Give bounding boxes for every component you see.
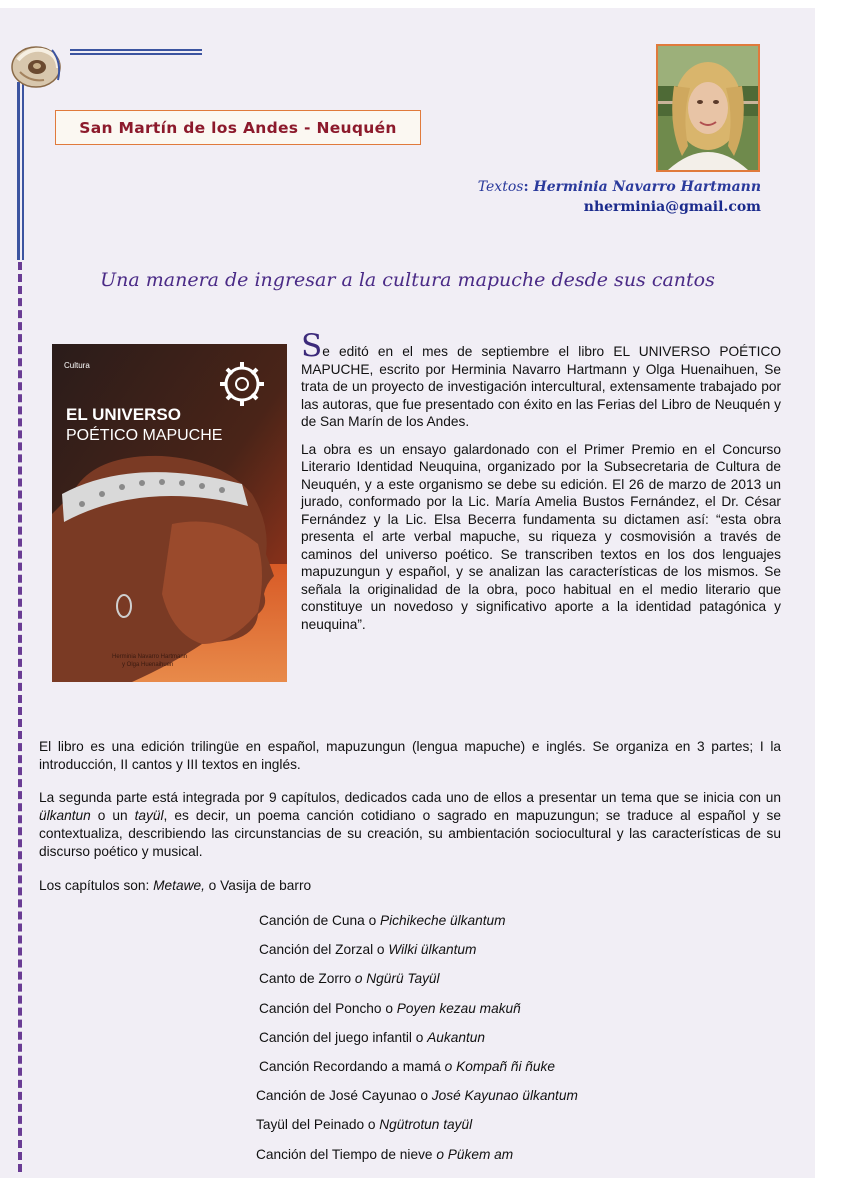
- credit-separator: :: [523, 179, 534, 195]
- cover-title-line2: POÉTICO MAPUCHE: [66, 427, 223, 444]
- chapter-title: Canto de Zorro: [259, 971, 355, 987]
- structure-text-e: , es decir, un poema canción cotidiano o sagrado en mapuzungun; se traduce al español y se contextualiza, describiendo las circunstancias de su creación, su ambientación sociocultural y las características de su discurso poético y musical.: [39, 808, 781, 859]
- cover-authors-line1: Herminia Navarro Hartmann: [112, 654, 188, 660]
- chapter-title: Canción del Tiempo de nieve: [256, 1146, 437, 1162]
- paragraph-intro-text: e editó en el mes de septiembre el libro EL UNIVERSO POÉTICO MAPUCHE, escrito por Herminia Navarro Hartmann y Olga Huenaihuen, Se trata de un proyecto de investigación intercultural, extensamente trabajado por las autoras, que fue presentado con éxito en las Ferias del Libro de Neuquén y de San Marín de los Andes.: [301, 344, 781, 429]
- chapter-first-name: Metawe,: [153, 878, 205, 893]
- term-tayul: tayül: [134, 808, 164, 823]
- chapter-title: Canción del Zorzal o: [259, 942, 389, 958]
- author-name: Herminia Navarro Hartmann: [533, 179, 761, 195]
- article-headline: Una manera de ingresar a la cultura mapuche desde sus cantos: [100, 269, 715, 291]
- structure-text-a: La segunda parte está integrada por 9 capítulos, dedicados cada uno de ellos a presentar un tema que se inicia con un: [39, 790, 781, 805]
- chapter-mapuche-title: o Pükem am: [436, 1146, 514, 1162]
- list-item: [256, 1052, 796, 1081]
- list-item: [256, 906, 796, 935]
- chapter-title: Canción de Cuna o: [259, 913, 380, 928]
- chapter-first-translation: o Vasija de barro: [204, 878, 312, 893]
- paragraph-intro: [301, 328, 781, 431]
- chapter-title: Canción del Poncho o: [259, 1000, 397, 1016]
- chapter-title: Canción de José Cayunao o: [256, 1088, 432, 1104]
- chapter-title: Tayül del Peinado o: [256, 1117, 380, 1133]
- chapter-title: Canción Recordando a mamá: [259, 1059, 445, 1075]
- author-credit: [478, 177, 761, 217]
- list-item: [256, 935, 796, 964]
- chapter-mapuche-title: Pichikeche ülkantum: [380, 913, 506, 928]
- list-item: [256, 1140, 796, 1169]
- article-column: [301, 328, 781, 643]
- publisher-logo-text: Cultura: [64, 361, 90, 370]
- chapter-mapuche-title: José Kayunao ülkantum: [431, 1088, 578, 1104]
- chapter-mapuche-title: Aukantun: [427, 1029, 486, 1045]
- author-email: nherminia@gmail.com: [583, 199, 761, 215]
- cover-title-line1: EL UNIVERSO: [66, 405, 181, 424]
- chapter-list: [256, 906, 796, 1169]
- list-item: [256, 964, 796, 993]
- header-rule: [70, 53, 202, 55]
- drop-cap: S: [301, 328, 323, 364]
- chapter-title: Canción del juego infantil o: [259, 1029, 428, 1045]
- chapter-mapuche-title: o Kompañ ñi ñuke: [444, 1059, 555, 1075]
- book-cover-image: [52, 344, 287, 682]
- chapters-intro: [39, 877, 781, 895]
- cover-authors-line2: y Olga Huenaihuen: [122, 662, 174, 668]
- author-line: [478, 177, 761, 197]
- chapter-mapuche-title: Poyen kezau makuñ: [396, 1000, 521, 1016]
- paragraph-structure: [39, 789, 781, 861]
- shell-logo-icon: [8, 42, 66, 90]
- term-ulkantun: ülkantun: [39, 808, 91, 823]
- location-text: San Martín de los Andes - Neuquén: [79, 118, 397, 137]
- chapter-mapuche-title: Ngütrotun tayül: [379, 1117, 473, 1133]
- author-portrait: [656, 44, 760, 172]
- structure-text-c: o un: [90, 808, 135, 823]
- left-dashed-border: [18, 262, 22, 1172]
- chapters-intro-label: Los capítulos son:: [39, 878, 154, 893]
- header-rule: [70, 49, 202, 51]
- left-rule: [22, 82, 24, 260]
- paragraph-edition: El libro es una edición trilingüe en español, mapuzungun (lengua mapuche) e inglés. Se organiza en 3 partes; I la introducción, II cantos y III textos en inglés.: [39, 739, 781, 772]
- chapter-mapuche-title: o Ngürü Tayül: [354, 971, 440, 987]
- list-item: [256, 1110, 796, 1139]
- list-item: [256, 1023, 796, 1052]
- list-item: [256, 1081, 796, 1110]
- paragraph-award: La obra es un ensayo galardonado con el Primer Premio en el Concurso Literario Identidad Neuquina, organizado por la Subsecretaria de Cultura de Neuquén, y a este organismo se debe su edición. El 26 de marzo de 2013 un jurado, conformado por la Lic. María Amelia Bustos Fernández, el Dr. César Fernández y la Lic. Elsa Becerra fundamenta su dictamen así: “esta obra presenta el arte verbal mapuche, su riqueza y cosmovisión a través de caminos del universo poético. Se transcriben textos en los dos lenguajes mapuzungun y español, y se analizan las características de los mismos. Se señala la originalidad de la obra, poco habitual en el medio literario que constituye un novedoso y significativo aporte a la identidad patagónica y neuquina”.: [301, 441, 781, 632]
- credit-label: Textos: [477, 179, 524, 195]
- left-rule: [17, 82, 20, 260]
- chapter-mapuche-title: Wilki ülkantum: [388, 942, 477, 958]
- location-banner: [55, 110, 421, 145]
- list-item: [256, 994, 796, 1023]
